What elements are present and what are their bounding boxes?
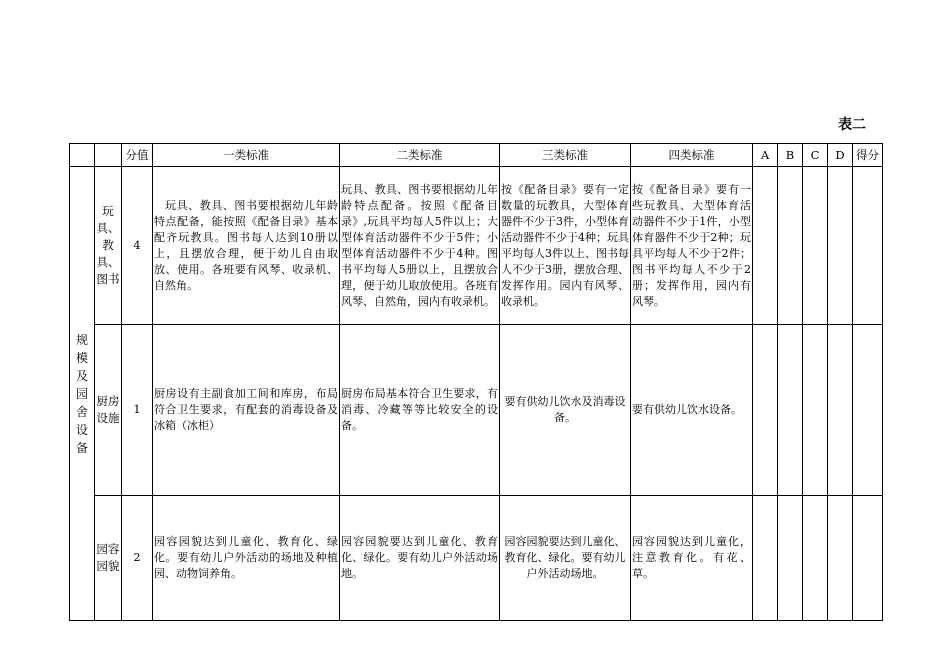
grade-b-cell[interactable] xyxy=(778,325,803,496)
header-class-3: 三类标准 xyxy=(500,144,631,167)
class-4-cell: 按《配备目录》要有一些玩教具、大型体育活动器件不少于1件，小型体育器件不少于2种；玩具平均每人不少于2件；图书平均每人不少于2册；发挥作用，园内有风琴。 xyxy=(631,167,753,325)
total-cell[interactable] xyxy=(853,325,883,496)
grade-c-cell[interactable] xyxy=(803,325,828,496)
grade-b-cell[interactable] xyxy=(778,167,803,325)
header-class-2: 二类标准 xyxy=(340,144,500,167)
grade-d-cell[interactable] xyxy=(828,496,853,621)
score-cell: 2 xyxy=(122,496,153,621)
evaluation-table xyxy=(69,143,883,621)
header-total: 得分 xyxy=(853,144,883,167)
header-class-1: 一类标准 xyxy=(153,144,340,167)
class-2-cell: 园容园貌要达到儿童化、教育化、绿化。要有幼儿户外活动场地。 xyxy=(340,496,500,621)
grade-a-cell[interactable] xyxy=(753,496,778,621)
class-1-cell: 厨房设有主副食加工间和库房，布局符合卫生要求，有配套的消毒设备及冰箱（冰柜） xyxy=(153,325,340,496)
score-cell: 4 xyxy=(122,167,153,325)
table-row xyxy=(70,496,883,621)
header-blank xyxy=(70,144,95,167)
header-a: A xyxy=(753,144,778,167)
class-1-cell: 玩具、教具、图书要根据幼儿年龄特点配备，能按照《配备目录》基本配齐玩教具。图书每人达到10册以上，且摆放合理，便于幼儿自由取放、使用。各班要有风琴、收录机、自然角。 xyxy=(153,167,340,325)
grade-d-cell[interactable] xyxy=(828,325,853,496)
item-cell: 厨房设施 xyxy=(95,325,122,496)
header-c: C xyxy=(803,144,828,167)
score-cell: 1 xyxy=(122,325,153,496)
grade-b-cell[interactable] xyxy=(778,496,803,621)
header-d: D xyxy=(828,144,853,167)
total-cell[interactable] xyxy=(853,167,883,325)
class-4-cell: 要有供幼儿饮水设备。 xyxy=(631,325,753,496)
class-1-cell: 园容园貌达到儿童化、教育化、绿化。要有幼儿户外活动的场地及种植园、动物饲养角。 xyxy=(153,496,340,621)
class-2-cell: 玩具、教具、图书要根据幼儿年龄特点配备。按照《配备目录》,玩具平均每人5件以上；大型体育活动器件不少于5件；小型体育活动器件不少于4种。图书平均每人5册以上，且摆放合理，便于幼儿取放使用。各班有风琴、自然角，园内有收录机。 xyxy=(340,167,500,325)
class-3-cell: 要有供幼儿饮水及消毒设备。 xyxy=(500,325,631,496)
category-cell xyxy=(70,167,95,621)
class-3-cell: 园容园貌要达到儿童化、教育化、绿化。要有幼儿户外活动场地。 xyxy=(500,496,631,621)
item-cell: 玩具、教具、图书 xyxy=(95,167,122,325)
header-b: B xyxy=(778,144,803,167)
grade-a-cell[interactable] xyxy=(753,325,778,496)
grade-c-cell[interactable] xyxy=(803,496,828,621)
header-score: 分值 xyxy=(122,144,153,167)
grade-a-cell[interactable] xyxy=(753,167,778,325)
header-class-4: 四类标准 xyxy=(631,144,753,167)
total-cell[interactable] xyxy=(853,496,883,621)
header-blank xyxy=(95,144,122,167)
table-row xyxy=(70,167,883,325)
class-2-cell: 厨房布局基本符合卫生要求，有消毒、冷藏等等比较安全的设备。 xyxy=(340,325,500,496)
category-label: 规模及园舍设备 xyxy=(75,332,88,455)
item-cell: 园容园貌 xyxy=(95,496,122,621)
grade-c-cell[interactable] xyxy=(803,167,828,325)
table-row xyxy=(70,325,883,496)
grade-d-cell[interactable] xyxy=(828,167,853,325)
header-row xyxy=(70,144,883,167)
class-3-cell: 按《配备目录》要有一定数量的玩教具，大型体育器件不少于3件，小型体育活动器件不少于4种；玩具平均每人3件以上、图书每人不少于3册，摆放合理、发挥作用。园内有风琴、收录机。 xyxy=(500,167,631,325)
table-label: 表二 xyxy=(838,117,866,133)
class-4-cell: 园容园貌达到儿童化，注意教育化。有花、草。 xyxy=(631,496,753,621)
